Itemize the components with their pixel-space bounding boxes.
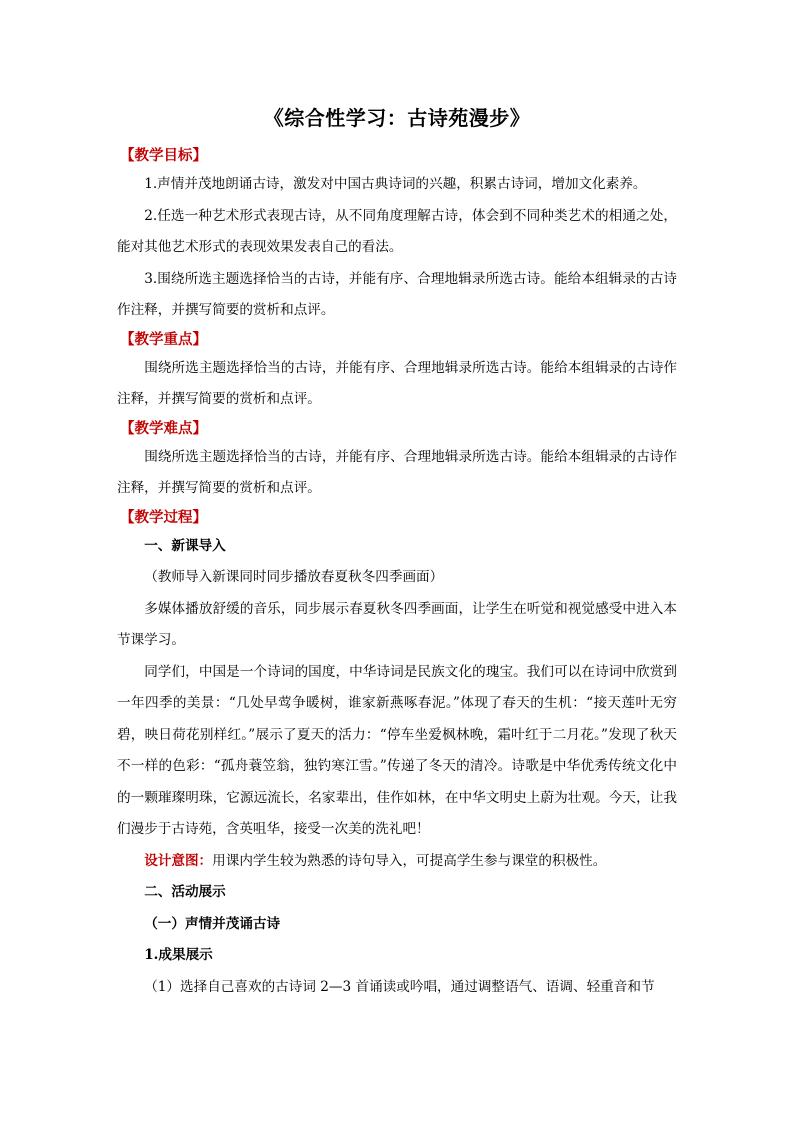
goal-item: 2.任选一种艺术形式表现古诗，从不同角度理解古诗，体会到不同种类艺术的相通之处，能对其他艺术形式的表现效果发表自己的看法。 <box>117 207 677 255</box>
page-title: 《综合性学习：古诗苑漫步》 <box>263 106 531 130</box>
part1-title: 一、新课导入 <box>144 537 226 554</box>
part1-para: 同学们，中国是一个诗词的国度，中华诗词是民族文化的瑰宝。我们可以在诗词中欣赏到一年四季的美景：“几处早莺争暖树，谁家新燕啄春泥。”体现了春天的生机：“接天莲叶无穷碧，映日荷花别样红。”展示了夏天的活力：“停车坐爱枫林晚，霜叶红于二月花。”发现了秋天不一样的色彩：“孤舟蓑笠翁，独钓寒江雪。”传递了冬天的清冷。诗歌是中华优秀传统文化中的一颗璀璨明珠，它源远流长，名家辈出，佳作如林，在中华文明史上蔚为壮观。今天，让我们漫步于古诗苑，含英咀华，接受一次美的洗礼吧！ <box>117 663 677 837</box>
goal-item: 1.声情并茂地朗诵古诗，激发对中国古典诗词的兴趣，积累古诗词，增加文化素养。 <box>144 176 647 192</box>
part2-sub1-text: （1）选择自己喜欢的古诗词 2—3 首诵读或吟唱，通过调整语气、语调、轻重音和节 <box>144 978 655 995</box>
document-page <box>117 95 677 1003</box>
heading-process: 【教学过程】 <box>120 508 207 526</box>
difficulty-text: 围绕所选主题选择恰当的古诗，并能有序、合理地辑录所选古诗。能给本组辑录的古诗作注释，并撰写简要的赏析和点评。 <box>117 448 677 496</box>
part2-sub1-item: 1.成果展示 <box>144 947 213 963</box>
key-text: 围绕所选主题选择恰当的古诗，并能有序、合理地辑录所选古诗。能给本组辑录的古诗作注释，并撰写简要的赏析和点评。 <box>117 359 677 407</box>
heading-goals: 【教学目标】 <box>120 147 207 164</box>
part1-para: 多媒体播放舒缓的音乐，同步展示春夏秋冬四季画面，让学生在听觉和视觉感受中进入本节课学习。 <box>117 600 677 648</box>
goal-item: 3.围绕所选主题选择恰当的古诗，并能有序、合理地辑录所选古诗。能给本组辑录的古诗作注释，并撰写简要的赏析和点评。 <box>117 270 677 318</box>
design-intent-text: 用课内学生较为熟悉的诗句导入，可提高学生参与课堂的积极性。 <box>212 852 607 869</box>
part1-note: （教师导入新课同时同步播放春夏秋冬四季画面） <box>144 569 444 585</box>
design-intent-label: 设计意图： <box>144 852 213 869</box>
heading-key: 【教学重点】 <box>120 330 207 348</box>
design-intent <box>117 846 677 878</box>
part2-title: 二、活动展示 <box>144 884 226 900</box>
part2-sub1: （一）声情并茂诵古诗 <box>144 915 281 932</box>
heading-difficulty: 【教学难点】 <box>120 419 207 437</box>
